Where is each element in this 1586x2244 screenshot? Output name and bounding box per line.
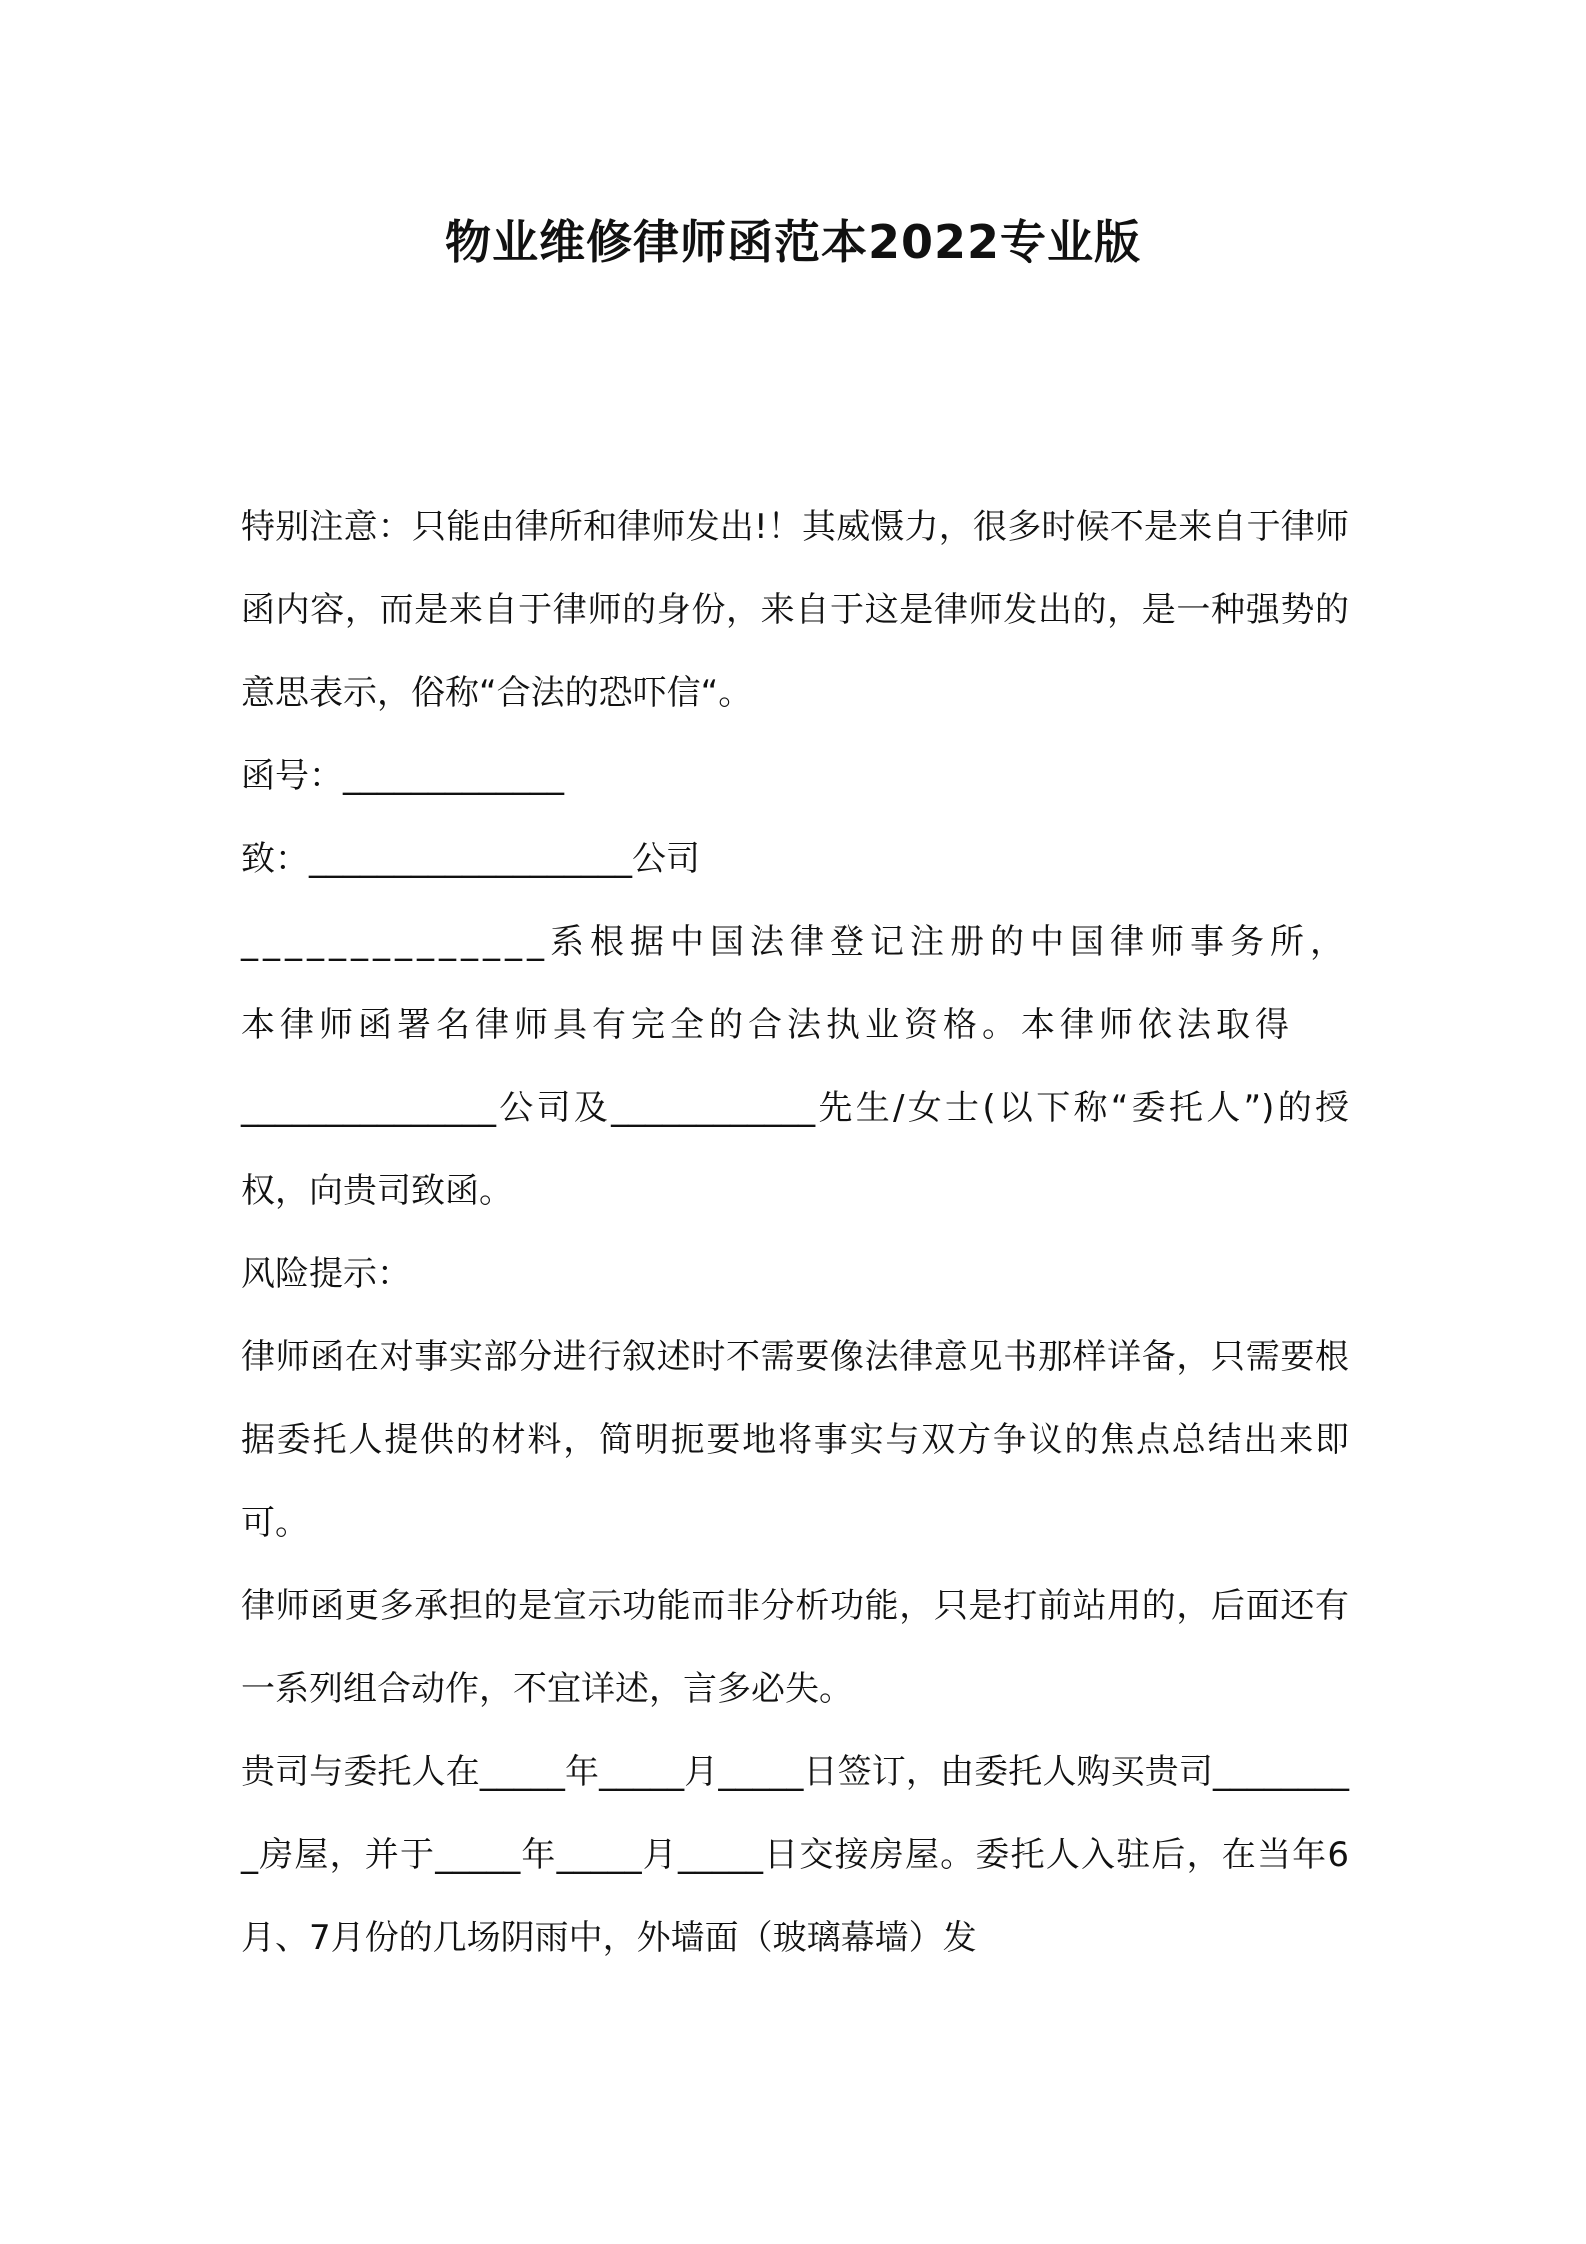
recipient-line: 致：___________________公司	[241, 839, 700, 879]
law-firm-intro-paragraph: ______________系根据中国法律登记注册的中国律师事务所，本律师函署名律师具有完全的合法执业资格。本律师依法取得	[241, 922, 1349, 1045]
special-notice-paragraph: 特别注意：只能由律所和律师发出!！其威慑力，很多时候不是来自于律师函内容，而是来自于律师的身份，来自于这是律师发出的，是一种强势的意思表示，俗称“合法的恐吓信“。	[241, 507, 1349, 713]
facts-paragraph: 贵司与委托人在_____年_____月_____日签订，由委托人购买贵司_________房屋，并于_____年_____月_____日交接房屋。委托人入驻后，在当年6月、7月份的几场阴雨中，外墙面（玻璃幕墙）发	[241, 1752, 1349, 1958]
risk-tip-paragraph-1: 律师函在对事实部分进行叙述时不需要像法律意见书那样详备，只需要根据委托人提供的材料，简明扼要地将事实与双方争议的焦点总结出来即可。	[241, 1337, 1349, 1543]
risk-tip-heading: 风险提示：	[241, 1254, 411, 1294]
letter-number-line: 函号：_____________	[241, 756, 564, 796]
document-body	[241, 486, 1349, 1980]
risk-tip-paragraph-2: 律师函更多承担的是宣示功能而非分析功能，只是打前站用的，后面还有一系列组合动作，不宜详述，言多必失。	[241, 1586, 1349, 1709]
authorization-paragraph: _______________公司及____________先生/女士(以下称“委托人”)的授权，向贵司致函。	[241, 1088, 1349, 1211]
document-title: 物业维修律师函范本2022专业版	[444, 215, 1142, 269]
